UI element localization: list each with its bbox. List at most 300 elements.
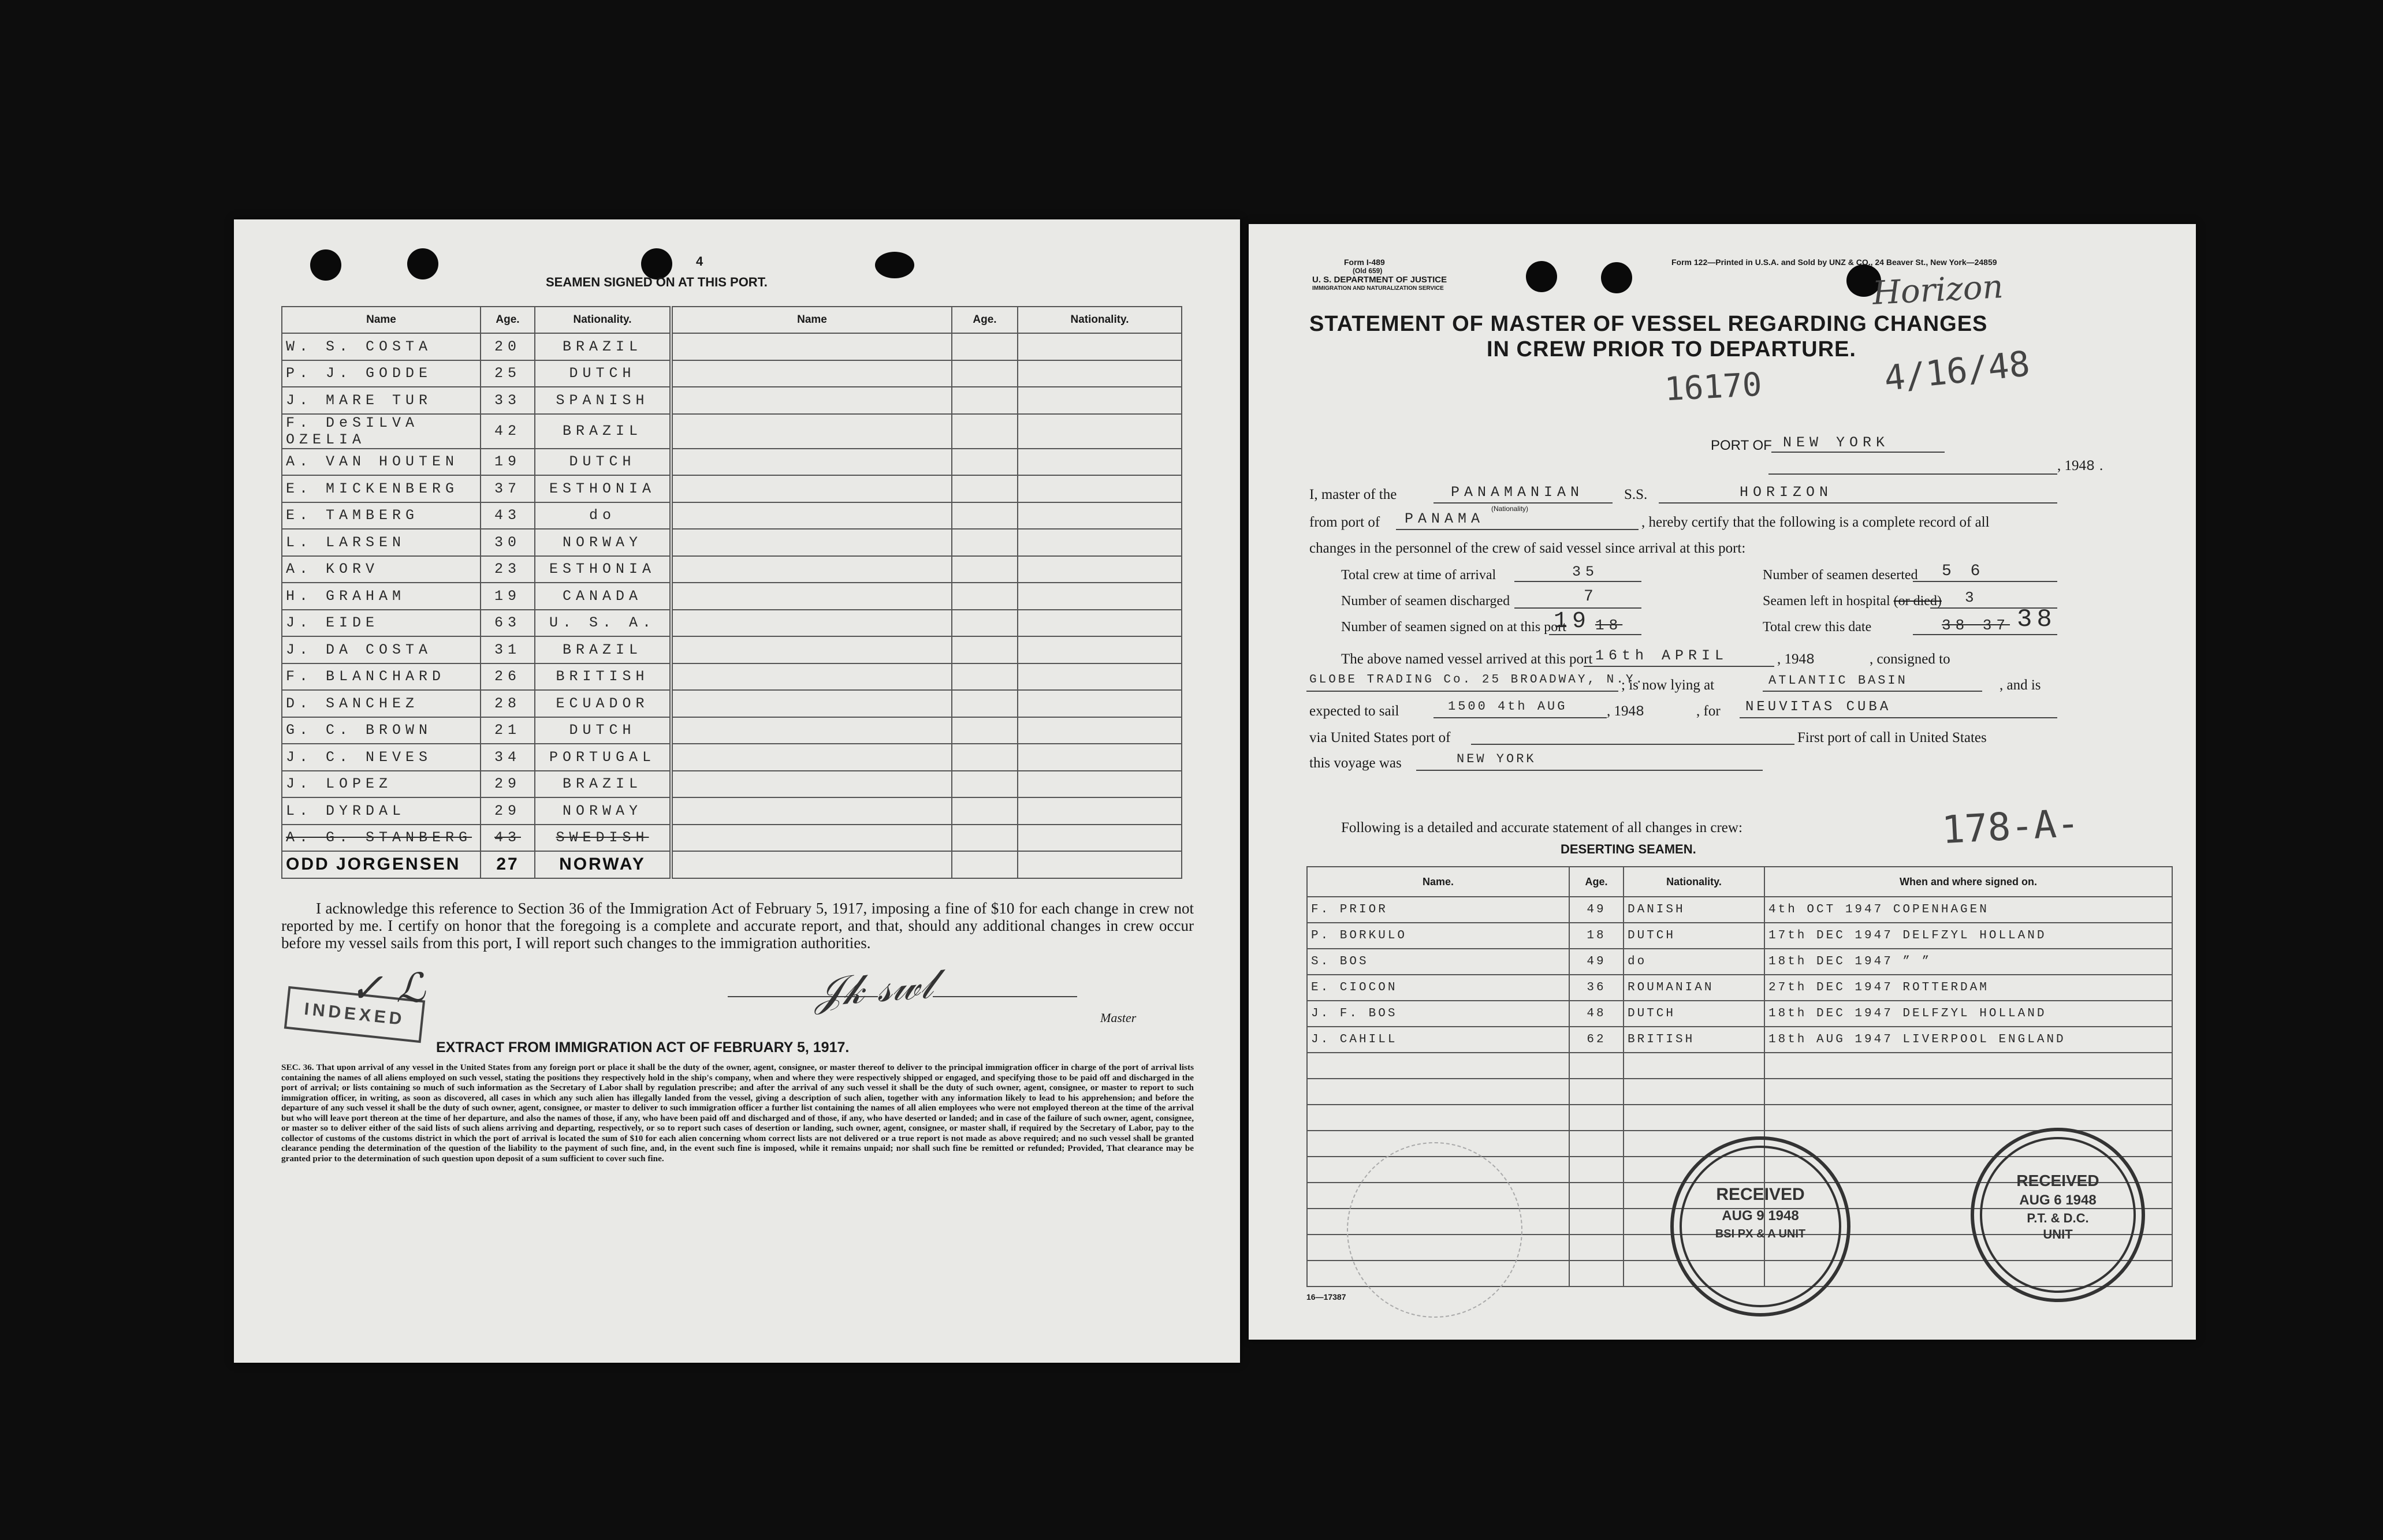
empty-cell [1018,583,1182,610]
cell-age: 20 [481,333,535,360]
form-printer: Form 122—Printed in U.S.A. and Sold by UNZ & CO., 24 Beaver St., New York—24859 [1671,258,1997,267]
col-name-2: Name [671,307,952,333]
underline [1913,634,2057,635]
cell-name: E. MICKENBERG [282,475,481,502]
empty-cell [1018,556,1182,583]
initials-signature: ✓ ℒ [349,964,426,1012]
year-prefix: , 194 [2057,458,2086,473]
cell-age: 33 [481,387,535,414]
total-crew-date-struck: 38 37 [1942,617,2010,634]
port-of-label: PORT OF [1711,438,1772,453]
arrived-year-suffix: 8 [1806,651,1820,668]
cell-name: F. BLANCHARD [282,663,481,691]
cell-signed: 17th DEC 1947 DELFZYL HOLLAND [1764,923,2172,949]
cell-age: 42 [481,414,535,449]
empty-cell [671,610,952,637]
indexed-stamp: INDEXED [284,986,425,1043]
empty-cell [1307,1079,1569,1105]
empty-cell [1569,1157,1624,1183]
empty-cell [1018,717,1182,744]
hospital-label: Seamen left in hospital [1763,594,1890,609]
footer-code: 16—17387 [1306,1292,1346,1302]
empty-cell [1018,771,1182,798]
cell-age: 62 [1569,1027,1624,1053]
table-row [1307,975,2172,1001]
empty-cell [952,475,1018,502]
consignee-value: GLOBE TRADING Co. 25 BROADWAY, N.Y. [1309,673,1645,687]
cell-name: J. MARE TUR [282,387,481,414]
ship-line [1659,502,2057,504]
empty-cell [1018,797,1182,825]
cell-nationality: BRITISH [1624,1027,1764,1053]
port-of-value: NEW YORK [1783,434,1890,451]
empty-cell [1624,1105,1764,1131]
cell-age: 31 [481,636,535,663]
total-crew-arrival-label: Total crew at time of arrival [1341,568,1496,583]
stamp-line: RECEIVED [2016,1172,2099,1190]
voyage-label: this voyage was [1309,755,1402,771]
received-stamp-2 [1971,1128,2145,1302]
col-age-2: Age. [952,307,1018,333]
cell-age: 36 [1569,975,1624,1001]
total-crew-date-value: 38 [2017,605,2057,634]
cell-age: 49 [1569,949,1624,975]
cell-name: E. TAMBERG [282,502,481,530]
cell-nationality: ECUADOR [535,690,671,717]
cell-nationality: ROUMANIAN [1624,975,1764,1001]
cell-nationality: NORWAY [535,797,671,825]
seamen-signed-struck: 18 [1595,617,1623,634]
empty-cell [671,717,952,744]
underline [1740,717,2057,718]
stamp-line: RECEIVED [1716,1185,1805,1204]
extract-title: EXTRACT FROM IMMIGRATION ACT OF FEBRUARY 5, 1917. [436,1039,850,1056]
cell-age: 21 [481,717,535,744]
table-row [282,851,1182,878]
stamp-line: AUG 9 1948 [1722,1208,1799,1224]
empty-cell [671,851,952,878]
year-suffix: 8 [2086,458,2100,475]
empty-cell [1569,1131,1624,1157]
empty-cell [1018,502,1182,530]
cell-name: A. G. STANBERG [282,825,481,852]
table-row [1307,1105,2172,1131]
for-value: NEUVITAS CUBA [1745,699,1891,715]
empty-cell [952,556,1018,583]
cell-age: 34 [481,744,535,771]
punch-hole [407,248,438,279]
voyage-value: NEW YORK [1457,752,1536,766]
extract-text: SEC. 36. That upon arrival of any vessel in the United States from any foreign port or place it shall be the duty of the owner, agent, consignee, or master thereof to deliver to the principal immigration officer in charge of the port of arrival lists containing the names of all aliens employed on such vessel, stating the positions they respectively hold in the ship's company, when and where they were respectively shipped or engaged, and specifying those to be paid off and discharged in the port of arrival; or lists containing so much of such information as the Secretary of Labor shall by regulation prescribe; and after the arrival of any such vessel it shall be the duty of such owner, agent, consignee, or master to report to such immigration officer, in writing, as soon as discovered, all cases in which any such alien has illegally landed from the vessel, giving a description of such alien, together with any information likely to lead to his apprehension; and before the departure of any such vessel it shall be the duty of such owner, agent, consignee, or master to deliver to such immigration officer a further list containing the names of all alien employees who were not employed thereon at the time of the arrival but who will leave port thereon at the time of her departure, and also the names of those, if any, who have been paid off and discharged and of those, if any, who have deserted or landed; and in case of the failure of such owner, agent, consignee, or master so to deliver either of the said lists of such aliens arriving and departing, respectively, or so to report such cases of desertion or landing, such owner, agent, consignee, or master shall, if required by the Secretary of Labor, pay to the collector of customs of the customs district in which the port of arrival is located the sum of $10 for each alien concerning whom correct lists are not delivered or a true report is not made as above required; and no such vessel shall be granted clearance pending the determination of the question of the liability to the payment of such fine, and, in the event such fine is imposed, while it remains unpaid; nor shall such fine be remitted or refunded; Provided, That clearance may be granted prior to the determination of such question upon deposit of a sum sufficient to cover such fine. [281,1062,1194,1164]
empty-cell [671,825,952,852]
table-row [1307,1053,2172,1079]
cell-name: F. DeSILVA OZELIA [282,414,481,449]
cell-nationality: BRAZIL [535,636,671,663]
table-row [282,360,1182,387]
form-old: (Old 659) [1353,267,1383,275]
table-row [1307,1079,2172,1105]
seamen-hospital-value: 3 [1965,589,1979,606]
underline [1584,666,1774,667]
cell-name: J. F. BOS [1307,1001,1569,1027]
table-row [1307,1027,2172,1053]
cell-nationality: DUTCH [535,360,671,387]
empty-cell [1018,744,1182,771]
empty-cell [952,851,1018,878]
stamp-ring [1980,1137,2136,1293]
arrived-year-prefix: , 194 [1777,651,1806,667]
cell-age: 19 [481,449,535,476]
cell-nationality: NORWAY [535,851,671,878]
col-nationality: Nationality. [1624,867,1764,897]
deserting-heading: DESERTING SEAMEN. [1561,842,1696,856]
empty-cell [671,636,952,663]
cell-age: 23 [481,556,535,583]
cell-name: F. PRIOR [1307,897,1569,923]
certify-text: , hereby certify that the following is a complete record of all [1641,514,1990,530]
seamen-deserted-label: Number of seamen deserted [1763,568,1918,583]
cell-nationality: PORTUGAL [535,744,671,771]
empty-cell [1624,1053,1764,1079]
underline [1416,770,1763,771]
received-stamp-1 [1670,1136,1850,1317]
nationality-line [1433,502,1613,504]
cell-nationality: U. S. A. [535,610,671,637]
empty-cell [952,610,1018,637]
seamen-signed-value: 19 [1554,609,1591,635]
empty-cell [952,449,1018,476]
stamp-line: AUG 6 1948 [2019,1192,2097,1208]
empty-cell [1569,1209,1624,1235]
underline [1433,717,1607,718]
empty-cell [952,583,1018,610]
table-row [282,744,1182,771]
cell-signed: 18th DEC 1947 DELFZYL HOLLAND [1764,1001,2172,1027]
cell-name: J. CAHILL [1307,1027,1569,1053]
empty-cell [1018,449,1182,476]
following-label: Following is a detailed and accurate statement of all changes in crew: [1341,820,1742,836]
left-page [234,219,1240,1363]
cell-nationality: SPANISH [535,387,671,414]
empty-cell [671,663,952,691]
for-label: , for [1696,703,1721,719]
empty-cell [952,360,1018,387]
col-age: Age. [1569,867,1624,897]
cell-name: H. GRAHAM [282,583,481,610]
stamp-line: BSI PX & A UNIT [1715,1228,1806,1240]
form-number: Form I-489 [1344,258,1385,267]
empty-cell [1018,360,1182,387]
table-row [282,825,1182,852]
empty-cell [952,529,1018,556]
cell-name: G. C. BROWN [282,717,481,744]
from-port-value: PANAMA [1405,510,1485,527]
cell-signed: 18th DEC 1947 ” ” [1764,949,2172,975]
cell-age: 26 [481,663,535,691]
empty-cell [671,387,952,414]
file-number: 16170 [1663,366,1763,409]
empty-cell [671,414,952,449]
cell-nationality: CANADA [535,583,671,610]
total-crew-arrival-value: 35 [1572,564,1599,580]
empty-cell [1569,1105,1624,1131]
cell-name: E. CIOCON [1307,975,1569,1001]
form-title-line1: STATEMENT OF MASTER OF VESSEL REGARDING CHANGES [1309,312,1988,336]
empty-cell [1569,1079,1624,1105]
cell-age: 49 [1569,897,1624,923]
empty-cell [952,663,1018,691]
empty-cell [1307,1053,1569,1079]
underline [1913,581,2057,582]
seamen-discharged-label: Number of seamen discharged [1341,594,1510,609]
table-row [282,529,1182,556]
acknowledgment-text: I acknowledge this reference to Section 36 of the Immigration Act of February 5, 1917, imposing a fine of $10 for each change in crew not reported by me. I certify on honor that the foregoing is a complete and accurate report, and that, should any additional changes in crew occur before my vessel sails from this port, I will report such changes to the immigration authorities. [281,900,1194,952]
from-port-label: from port of [1309,514,1380,530]
cell-name: A. KORV [282,556,481,583]
empty-cell [1018,636,1182,663]
table-row [1307,1001,2172,1027]
cell-nationality: BRITISH [535,663,671,691]
master-label: Master [1100,1010,1137,1025]
vessel-handwritten: Horizon [1871,268,2005,312]
table-row [282,797,1182,825]
ship-name: HORIZON [1740,484,1833,501]
cell-nationality: do [1624,949,1764,975]
date-note: 4/16/48 [1882,343,2032,400]
empty-cell [1018,690,1182,717]
table-row [282,387,1182,414]
via-label: via United States port of [1309,730,1451,745]
expected-year [1607,703,1649,720]
expected-label: expected to sail [1309,703,1399,719]
empty-cell [671,529,952,556]
cell-name: ODD JORGENSEN [282,851,481,878]
arrived-year [1777,651,1819,668]
table-row [282,502,1182,530]
col-nationality: Nationality. [535,307,671,333]
from-port-line [1396,529,1639,530]
empty-cell [1018,851,1182,878]
empty-cell [952,636,1018,663]
date-line [1768,473,2057,475]
empty-cell [1764,1105,2172,1131]
cell-nationality: ESTHONIA [535,556,671,583]
seamen-deserted-value: 5 6 [1942,562,1985,580]
cell-name: P. BORKULO [1307,923,1569,949]
underline [1306,691,1618,692]
empty-cell [952,797,1018,825]
cell-name: J. EIDE [282,610,481,637]
underline [1763,691,1982,692]
table-row [282,690,1182,717]
cell-nationality: DUTCH [1624,1001,1764,1027]
table-row [282,636,1182,663]
empty-cell [671,475,952,502]
cell-age: 27 [481,851,535,878]
punch-hole [875,252,914,278]
expected-year-prefix: , 194 [1607,703,1636,719]
empty-cell [671,690,952,717]
table-row [1307,949,2172,975]
table-row [1307,897,2172,923]
cell-age: 37 [481,475,535,502]
cell-age: 19 [481,583,535,610]
cell-name: S. BOS [1307,949,1569,975]
underline [1549,634,1641,635]
ss-label: S.S. [1624,487,1648,502]
consigned-label: , consigned to [1870,651,1950,667]
cell-name: A. VAN HOUTEN [282,449,481,476]
cell-age: 43 [481,502,535,530]
and-is-label: , and is [2000,677,2041,693]
table-row [282,717,1182,744]
cell-name: W. S. COSTA [282,333,481,360]
cell-age: 29 [481,797,535,825]
cell-age: 30 [481,529,535,556]
empty-cell [952,414,1018,449]
right-page [1249,224,2196,1340]
empty-cell [1018,475,1182,502]
empty-cell [1018,529,1182,556]
cell-age: 43 [481,825,535,852]
department: U. S. DEPARTMENT OF JUSTICE [1312,275,1447,285]
cell-nationality: DUTCH [1624,923,1764,949]
empty-cell [671,360,952,387]
col-nationality-2: Nationality. [1018,307,1182,333]
stamp-ring [1680,1146,1841,1307]
punch-hole [1526,261,1557,292]
col-age: Age. [481,307,535,333]
faint-stamp [1347,1142,1522,1318]
page-number: 4 [696,254,703,269]
cell-name: L. LARSEN [282,529,481,556]
empty-cell [952,502,1018,530]
cell-name: J. DA COSTA [282,636,481,663]
seamen-signed-label: Number of seamen signed on at this port [1341,620,1566,635]
cell-age: 48 [1569,1001,1624,1027]
empty-cell [1018,333,1182,360]
empty-cell [671,744,952,771]
form-title-line2: IN CREW PRIOR TO DEPARTURE. [1487,337,1856,361]
empty-cell [952,387,1018,414]
port-line [1771,452,1945,453]
table-row [282,583,1182,610]
empty-cell [1018,414,1182,449]
cell-signed: 18th AUG 1947 LIVERPOOL ENGLAND [1764,1027,2172,1053]
lying-label: ; is now lying at [1621,677,1715,693]
cell-nationality: SWEDISH [535,825,671,852]
table-row [282,414,1182,449]
empty-cell [1569,1261,1624,1287]
table-row [1307,923,2172,949]
expected-value: 1500 4th AUG [1448,699,1567,714]
empty-cell [1569,1053,1624,1079]
empty-cell [952,690,1018,717]
cell-name: J. C. NEVES [282,744,481,771]
year-label: , 1948. [2057,458,2103,475]
table-row [282,663,1182,691]
empty-cell [1018,663,1182,691]
empty-cell [952,771,1018,798]
empty-cell [671,449,952,476]
master-line-prefix: I, master of the [1309,487,1397,502]
first-port-label: First port of call in United States [1797,730,1987,745]
col-name: Name [282,307,481,333]
cell-age: 25 [481,360,535,387]
table-row [282,333,1182,360]
empty-cell [1569,1235,1624,1261]
service: IMMIGRATION AND NATURALIZATION SERVICE [1312,285,1444,292]
empty-cell [952,333,1018,360]
seamen-hospital-label [1763,594,1942,609]
changes-text: changes in the personnel of the crew of said vessel since arrival at this port: [1309,540,1746,556]
punch-hole [1601,262,1632,293]
empty-cell [1764,1053,2172,1079]
empty-cell [952,825,1018,852]
cell-name: J. LOPEZ [282,771,481,798]
col-name: Name. [1307,867,1569,897]
cell-age: 28 [481,690,535,717]
nationality-value: PANAMANIAN [1451,484,1584,501]
cell-signed: 27th DEC 1947 ROTTERDAM [1764,975,2172,1001]
empty-cell [1569,1183,1624,1209]
cell-age: 29 [481,771,535,798]
empty-cell [1307,1105,1569,1131]
empty-cell [1624,1079,1764,1105]
cell-nationality: ESTHONIA [535,475,671,502]
table-row [282,556,1182,583]
col-signed-on: When and where signed on. [1764,867,2172,897]
cell-age: 63 [481,610,535,637]
cell-name: D. SANCHEZ [282,690,481,717]
total-crew-date-label: Total crew this date [1763,620,1872,635]
empty-cell [952,717,1018,744]
cell-age: 18 [1569,923,1624,949]
cell-nationality: BRAZIL [535,414,671,449]
arrived-label: The above named vessel arrived at this port [1341,651,1593,667]
lying-value: ATLANTIC BASIN [1768,673,1908,688]
empty-cell [671,333,952,360]
cell-nationality: DUTCH [535,717,671,744]
table-row [282,449,1182,476]
nationality-caption: (Nationality) [1491,505,1529,513]
cell-name: L. DYRDAL [282,797,481,825]
master-signature: 𝒥𝓀 𝓈𝓌𝓁 [813,960,935,1016]
cell-signed: 4th OCT 1947 COPENHAGEN [1764,897,2172,923]
seamen-signed-table [281,306,1182,879]
empty-cell [671,583,952,610]
empty-cell [671,502,952,530]
underline [1471,744,1794,745]
empty-cell [1018,610,1182,637]
cell-nationality: NORWAY [535,529,671,556]
empty-cell [671,556,952,583]
empty-cell [671,797,952,825]
empty-cell [1764,1079,2172,1105]
left-heading: SEAMEN SIGNED ON AT THIS PORT. [546,275,768,289]
cell-nationality: DANISH [1624,897,1764,923]
cell-nationality: BRAZIL [535,771,671,798]
cell-name: P. J. GODDE [282,360,481,387]
stamp-line: UNIT [2043,1227,2073,1241]
hospital-struck: (or died) [1893,594,1942,609]
cell-nationality: do [535,502,671,530]
cell-nationality: DUTCH [535,449,671,476]
cell-nationality: BRAZIL [535,333,671,360]
table-row [282,475,1182,502]
reference-note: 178-A- [1941,800,2081,853]
punch-hole [310,249,341,281]
